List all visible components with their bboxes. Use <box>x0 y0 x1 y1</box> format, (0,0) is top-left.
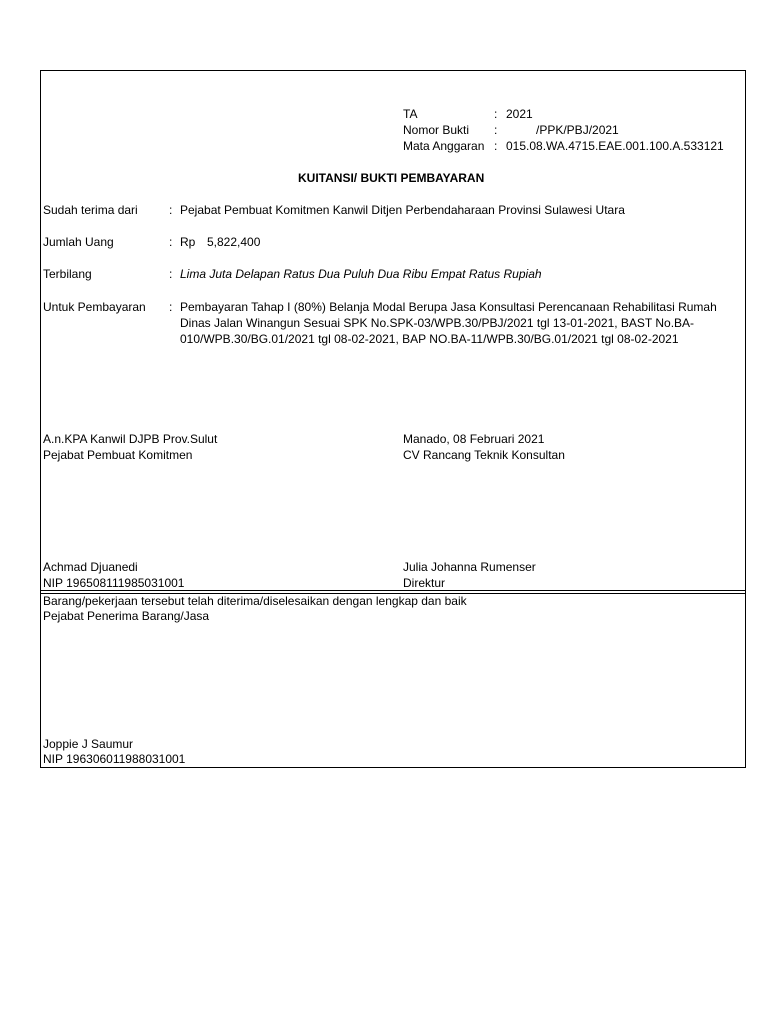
untuk-pembayaran-colon: : <box>169 300 173 314</box>
mata-anggaran-value: 015.08.WA.4715.EAE.001.100.A.533121 <box>506 139 724 153</box>
ta-value: 2021 <box>506 107 533 121</box>
document-title: KUITANSI/ BUKTI PEMBAYARAN <box>298 171 485 185</box>
jumlah-uang-currency: Rp <box>180 235 196 249</box>
signer-left-name: Achmad Djuanedi <box>43 560 138 574</box>
jumlah-uang-label: Jumlah Uang <box>43 235 114 249</box>
signer-right-role: Direktur <box>403 576 446 590</box>
signer-left-org: A.n.KPA Kanwil DJPB Prov.Sulut <box>43 432 218 446</box>
nomor-bukti-value: /PPK/PBJ/2021 <box>536 123 619 137</box>
signer-right-place-date: Manado, 08 Februari 2021 <box>403 432 545 446</box>
ta-label: TA <box>403 107 418 121</box>
untuk-pembayaran-line-3: 010/WPB.30/BG.01/2021 tgl 08-02-2021, BAP NO.BA-11/WPB.30/BG.01/2021 tgl 08-02-2021 <box>180 332 679 346</box>
sudah-terima-colon: : <box>169 203 173 217</box>
receipt-signer-name: Joppie J Saumur <box>43 737 134 751</box>
signer-right-name: Julia Johanna Rumenser <box>403 560 536 574</box>
receipt-statement: Barang/pekerjaan tersebut telah diterima/diselesaikan dengan lengkap dan baik <box>43 594 467 608</box>
signer-right-org: CV Rancang Teknik Konsultan <box>403 448 565 462</box>
terbilang-label: Terbilang <box>43 267 92 281</box>
mata-anggaran-colon: : <box>494 139 498 153</box>
jumlah-uang-value: 5,822,400 <box>207 235 261 249</box>
nomor-bukti-colon: : <box>494 123 498 137</box>
receipt-role: Pejabat Penerima Barang/Jasa <box>43 609 210 623</box>
sudah-terima-label: Sudah terima dari <box>43 203 138 217</box>
ta-colon: : <box>494 107 498 121</box>
terbilang-value: Lima Juta Delapan Ratus Dua Puluh Dua Ribu Empat Ratus Rupiah <box>180 267 542 281</box>
signer-left-nip: NIP 196508111985031001 <box>43 576 185 590</box>
untuk-pembayaran-label: Untuk Pembayaran <box>43 300 146 314</box>
untuk-pembayaran-line-2: Dinas Jalan Winangun Sesuai SPK No.SPK-03/WPB.30/PBJ/2021 tgl 13-01-2021, BAST No.BA- <box>180 316 695 330</box>
signer-left-role: Pejabat Pembuat Komitmen <box>43 448 193 462</box>
receipt-signer-nip: NIP 196306011988031001 <box>43 752 186 766</box>
mata-anggaran-label: Mata Anggaran <box>403 139 485 153</box>
jumlah-uang-colon: : <box>169 235 173 249</box>
nomor-bukti-label: Nomor Bukti <box>403 123 470 137</box>
untuk-pembayaran-line-1: Pembayaran Tahap I (80%) Belanja Modal Berupa Jasa Konsultasi Perencanaan Rehabilitasi Rumah <box>180 300 717 314</box>
sudah-terima-value: Pejabat Pembuat Komitmen Kanwil Ditjen Perbendaharaan Provinsi Sulawesi Utara <box>180 203 625 217</box>
terbilang-colon: : <box>169 267 173 281</box>
